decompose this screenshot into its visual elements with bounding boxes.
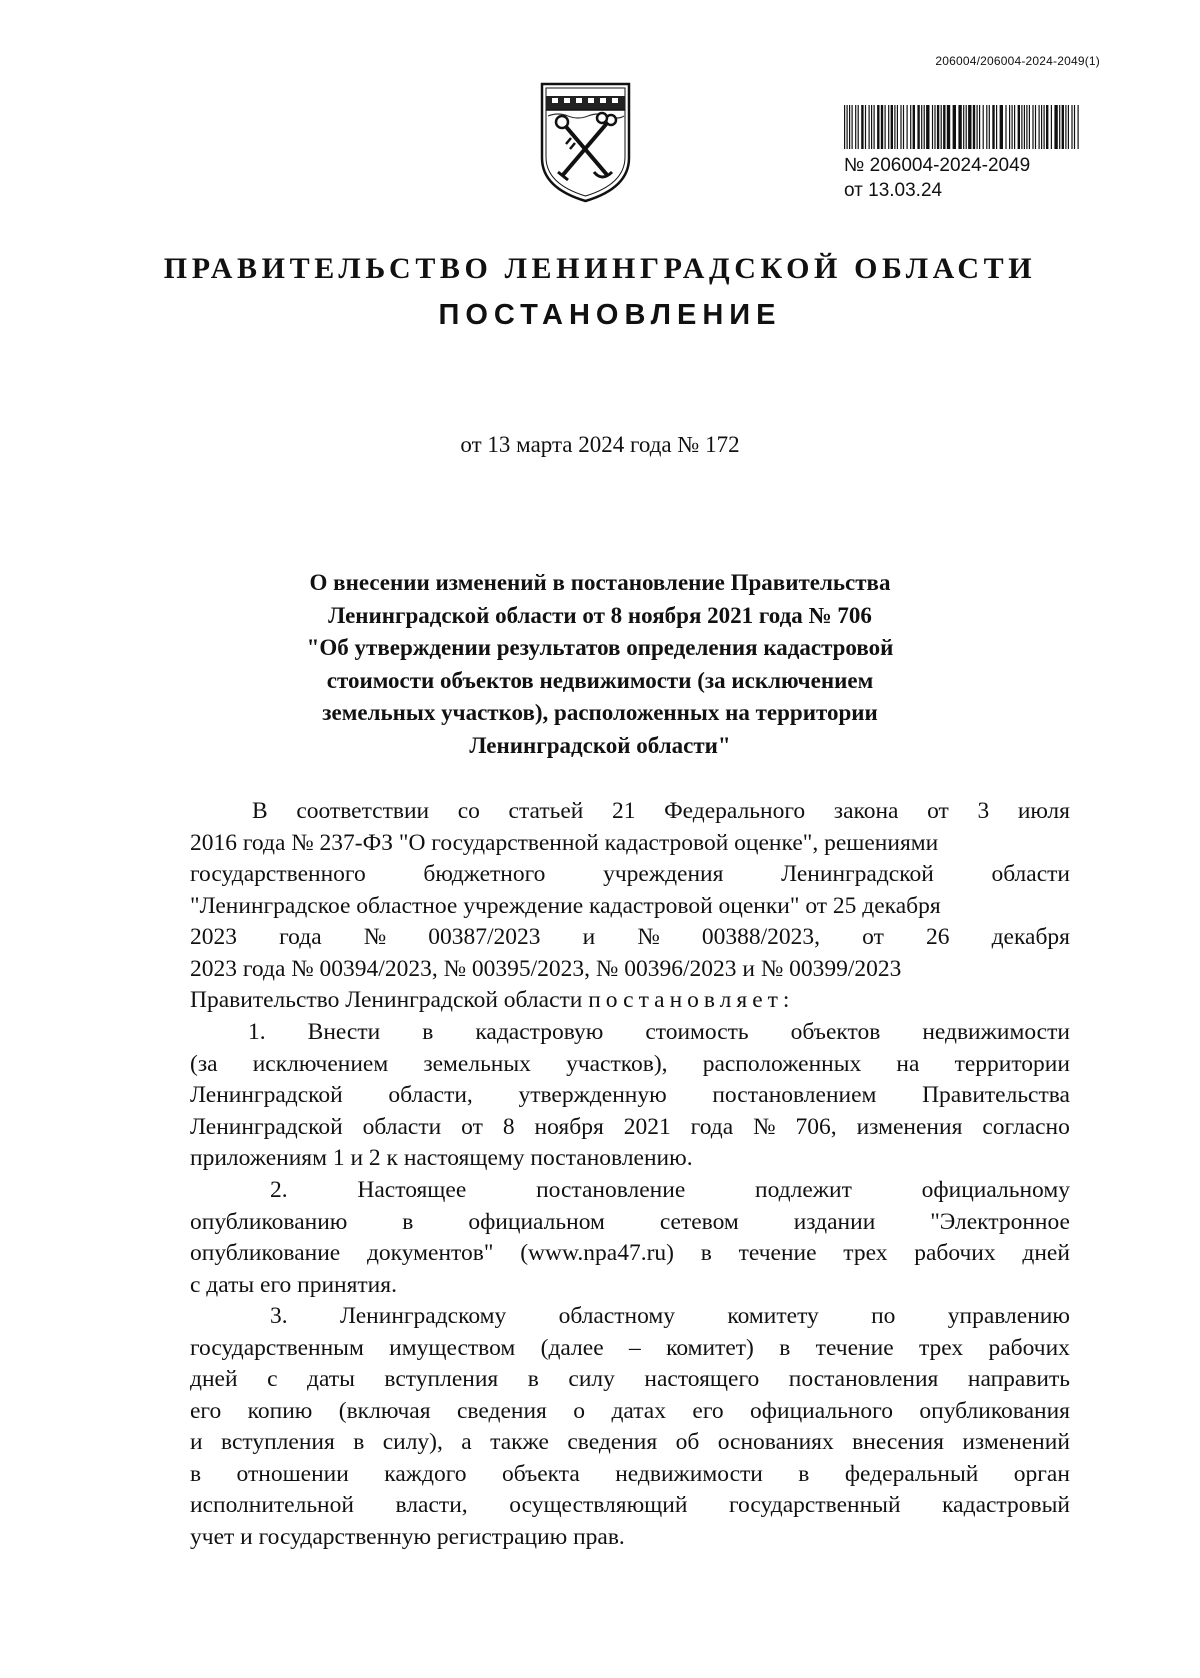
- word: об: [675, 1429, 700, 1455]
- word: Ленинградской: [781, 861, 934, 887]
- paragraph-line: [190, 1112, 1070, 1144]
- preamble-paragraph: [190, 796, 1070, 1017]
- word: в: [779, 1334, 791, 1361]
- word: 1.: [248, 1019, 266, 1045]
- word: трех: [843, 1240, 888, 1266]
- subject-line: О внесении изменений в постановление Правительства: [309, 570, 891, 595]
- paragraph-line: с даты его принятия.: [190, 1271, 397, 1298]
- barcode-icon: [844, 105, 1080, 149]
- subject-line: "Об утверждении результатов определения кадастровой: [306, 635, 894, 660]
- word: Федерального: [664, 798, 806, 824]
- word: комитет): [666, 1334, 754, 1361]
- word: изменения: [856, 1113, 963, 1140]
- word: орган: [1013, 1460, 1070, 1487]
- word: имуществом: [389, 1334, 516, 1361]
- word: комитету: [727, 1303, 819, 1329]
- word: ноября: [534, 1113, 604, 1140]
- registration-number: № 206004-2024-2049: [844, 155, 1031, 176]
- paragraph-line: [190, 1175, 1070, 1207]
- word: 21: [611, 798, 636, 824]
- word: каждого: [384, 1460, 467, 1487]
- word: опубликование: [190, 1240, 341, 1266]
- word: документов": [366, 1240, 494, 1266]
- word: области: [991, 861, 1070, 887]
- word: земельных: [423, 1050, 531, 1077]
- word: 706,: [795, 1113, 837, 1140]
- word: рабочих: [914, 1240, 996, 1266]
- paragraph-line: [190, 1017, 1070, 1049]
- word: государственным: [190, 1334, 364, 1361]
- word: на: [896, 1050, 920, 1077]
- paragraph-line: [190, 796, 1070, 828]
- word: осуществляющий: [509, 1492, 688, 1518]
- word: трех: [918, 1334, 964, 1361]
- word: силу),: [382, 1429, 443, 1455]
- word: в: [402, 1208, 414, 1235]
- document-id: 206004/206004-2024-2049(1): [935, 54, 1100, 68]
- word: кадастровую: [475, 1019, 604, 1045]
- paragraph-line: [190, 1333, 1070, 1365]
- registration-date: от 13.03.24: [844, 180, 943, 201]
- word: соответствии: [296, 798, 430, 824]
- word: области: [362, 1113, 442, 1140]
- word: постановлением: [712, 1082, 877, 1108]
- word: исполнительной: [190, 1492, 354, 1518]
- subject-line: стоимости объектов недвижимости (за исключением: [326, 667, 874, 693]
- word: издании: [793, 1208, 876, 1235]
- paragraph-line: [190, 1238, 1070, 1270]
- word: официального: [750, 1397, 893, 1424]
- word: Правительства: [922, 1082, 1070, 1108]
- word: опубликованию: [190, 1208, 348, 1235]
- word: "Электронное: [930, 1208, 1070, 1235]
- word: Настоящее: [357, 1177, 467, 1203]
- subject-line: земельных участков), расположенных на территории: [322, 700, 878, 725]
- word: (включая: [338, 1397, 431, 1424]
- word: №: [637, 924, 660, 950]
- word: вступления: [220, 1429, 335, 1455]
- paragraph-line: [190, 1364, 1070, 1396]
- word: в: [422, 1019, 434, 1045]
- word: стоимость: [645, 1019, 749, 1045]
- word: дней: [190, 1366, 238, 1392]
- word: рабочих: [988, 1334, 1070, 1361]
- paragraph-line: [190, 1080, 1070, 1112]
- paragraph-line: 2016 года № 237-ФЗ "О государственной кадастровой оценке", решениями: [190, 829, 939, 856]
- word: управлению: [947, 1303, 1070, 1329]
- word: объекта: [501, 1460, 580, 1487]
- subject-line: Ленинградской области": [469, 732, 731, 758]
- paragraph-line: [190, 1459, 1070, 1491]
- word: утвержденную: [518, 1082, 667, 1108]
- word: (далее: [540, 1334, 604, 1361]
- word: власти,: [395, 1492, 468, 1518]
- word: и: [190, 1429, 203, 1455]
- word: (за: [190, 1050, 218, 1077]
- word: по: [871, 1303, 896, 1329]
- word: отношении: [236, 1460, 349, 1487]
- word: областному: [558, 1303, 676, 1329]
- decree-word: постановляет:: [588, 987, 795, 1013]
- word: в: [353, 1429, 365, 1455]
- word: 2.: [270, 1177, 288, 1203]
- word: Ленинградской: [190, 1113, 343, 1140]
- word: территории: [954, 1050, 1070, 1077]
- word: №: [753, 1113, 776, 1140]
- word: 8: [502, 1113, 515, 1140]
- word: государственный: [729, 1492, 901, 1518]
- word: направить: [967, 1366, 1070, 1392]
- item-1-paragraph: [190, 1017, 1070, 1175]
- paragraph-line: [190, 1207, 1070, 1239]
- word: в: [798, 1460, 810, 1487]
- paragraph-line: учет и государственную регистрацию прав.: [190, 1523, 625, 1550]
- document-type: ПОСТАНОВЛЕНИЕ: [438, 299, 782, 331]
- word: от: [461, 1113, 483, 1140]
- word: сведения: [456, 1397, 547, 1424]
- document-date: от 13 марта 2024 года № 172: [460, 432, 740, 457]
- paragraph-line: [190, 985, 1070, 1017]
- word: согласно: [982, 1113, 1070, 1140]
- word: года: [279, 924, 322, 950]
- word: учреждения: [603, 861, 724, 887]
- paragraph-line: [190, 1049, 1070, 1081]
- word: недвижимости: [922, 1019, 1070, 1045]
- word: внесения: [852, 1429, 944, 1455]
- word: настоящего: [644, 1366, 760, 1392]
- paragraph-line: [190, 922, 1070, 954]
- word: даты: [307, 1366, 355, 1392]
- word: недвижимости: [615, 1460, 763, 1487]
- paragraph-line: [190, 1490, 1070, 1522]
- word: изменений: [962, 1429, 1070, 1455]
- government-title: ПРАВИТЕЛЬСТВО ЛЕНИНГРАДСКОЙ ОБЛАСТИ: [163, 252, 1037, 285]
- word: от: [862, 924, 884, 950]
- word: и: [582, 924, 596, 950]
- paragraph-text: Правительство Ленинградской области: [190, 987, 589, 1013]
- word: сведения: [567, 1429, 658, 1455]
- word: официальном: [468, 1208, 605, 1235]
- word: а: [461, 1429, 472, 1455]
- subject-line: Ленинградской области от 8 ноября 2021 года № 706: [328, 602, 872, 628]
- word: Внести: [307, 1019, 381, 1045]
- item-3-paragraph: [190, 1301, 1070, 1553]
- word: также: [490, 1429, 549, 1455]
- word: дней: [1022, 1240, 1070, 1266]
- word: 26: [925, 924, 950, 950]
- word: бюджетного: [423, 861, 546, 887]
- word: расположенных: [702, 1050, 862, 1077]
- word: 2023: [190, 924, 237, 950]
- word: 2021: [623, 1113, 671, 1140]
- paragraph-line: 2023 года № 00394/2023, № 00395/2023, № 00396/2023 и № 00399/2023: [190, 955, 902, 982]
- word: постановления: [788, 1366, 939, 1392]
- leningrad-oblast-coat-of-arms-icon: [538, 80, 633, 204]
- word: его: [190, 1397, 222, 1424]
- word: июля: [1017, 798, 1070, 824]
- word: опубликования: [919, 1397, 1070, 1424]
- paragraph-line: [190, 1301, 1070, 1333]
- word: декабря: [991, 924, 1070, 950]
- item-2-paragraph: [190, 1175, 1070, 1301]
- word: вступления: [384, 1366, 499, 1392]
- word: Ленинградской: [190, 1082, 343, 1108]
- paragraph-line: [190, 1396, 1070, 1428]
- word: области,: [388, 1082, 473, 1108]
- word: в: [527, 1366, 539, 1392]
- word: года: [690, 1113, 734, 1140]
- word: от: [927, 798, 949, 824]
- word: исключением: [252, 1050, 389, 1077]
- word: подлежит: [755, 1177, 852, 1203]
- word: с: [267, 1366, 278, 1392]
- word: В: [252, 798, 268, 824]
- word: 00388/2023,: [701, 924, 821, 950]
- word: копию: [247, 1397, 313, 1424]
- word: основаниях: [717, 1429, 834, 1455]
- word: о: [573, 1397, 586, 1424]
- paragraph-line: приложениям 1 и 2 к настоящему постановлению.: [190, 1145, 693, 1171]
- word: Ленинградскому: [339, 1303, 507, 1329]
- word: течение: [738, 1240, 817, 1266]
- word: сетевом: [659, 1208, 739, 1235]
- word: со: [457, 798, 480, 824]
- word: (www.npa47.ru): [520, 1240, 674, 1266]
- word: –: [629, 1334, 641, 1361]
- word: течение: [815, 1334, 894, 1361]
- word: в: [700, 1240, 712, 1266]
- word: объектов: [790, 1019, 881, 1045]
- word: участков),: [566, 1050, 668, 1077]
- word: государственного: [190, 861, 366, 887]
- paragraph-line: "Ленинградское областное учреждение кадастровой оценки" от 25 декабря: [190, 892, 941, 919]
- word: в: [190, 1460, 202, 1487]
- paragraph-line: [190, 1427, 1070, 1459]
- word: кадастровый: [942, 1492, 1070, 1518]
- word: №: [363, 924, 387, 950]
- word: 3.: [270, 1303, 288, 1329]
- document-subject: [230, 567, 970, 762]
- word: датах: [611, 1397, 666, 1424]
- word: федеральный: [844, 1460, 979, 1487]
- paragraph-line: [190, 859, 1070, 891]
- word: закона: [833, 798, 899, 824]
- word: силу: [568, 1366, 615, 1392]
- word: постановление: [536, 1177, 686, 1203]
- word: 3: [977, 798, 990, 824]
- word: 00387/2023: [428, 924, 541, 950]
- word: статьей: [508, 798, 584, 824]
- word: его: [692, 1397, 724, 1424]
- word: официальному: [921, 1177, 1070, 1203]
